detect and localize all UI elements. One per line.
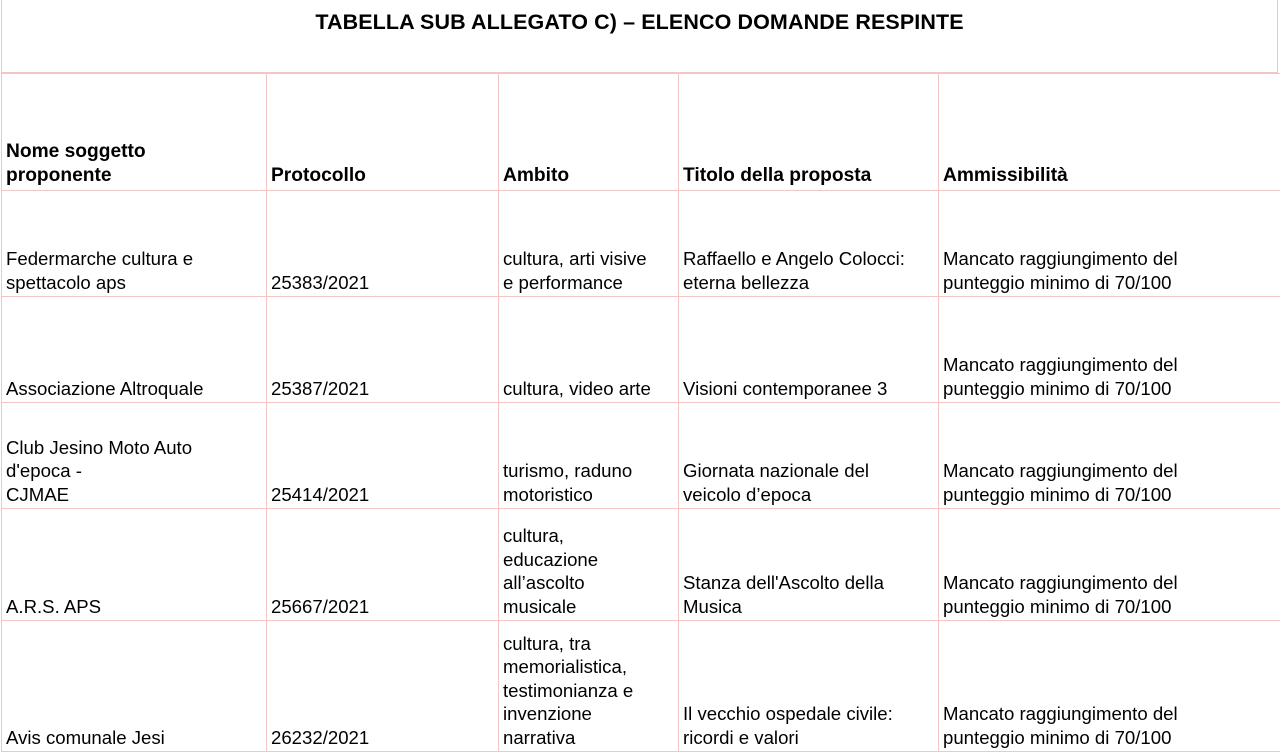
cell-ambito: cultura, tra memorialistica, testimonianza e invenzione narrativa — [499, 621, 679, 752]
cell-nome: Federmarche cultura e spettacolo aps — [2, 191, 267, 297]
cell-titolo: Il vecchio ospedale civile: ricordi e valori — [679, 621, 939, 752]
cell-ammissibilita: Mancato raggiungimento del punteggio minimo di 70/100 — [939, 403, 1280, 509]
header-protocollo: Protocollo — [267, 74, 499, 191]
cell-ammissibilita: Mancato raggiungimento del punteggio minimo di 70/100 — [939, 509, 1280, 621]
cell-ambito: cultura, educazione all’ascolto musicale — [499, 509, 679, 621]
table-row — [2, 403, 1280, 509]
cell-protocollo: 25383/2021 — [267, 191, 499, 297]
rejected-applications-table — [1, 73, 1280, 752]
cell-nome: Avis comunale Jesi — [2, 621, 267, 752]
cell-protocollo: 25667/2021 — [267, 509, 499, 621]
cell-ammissibilita: Mancato raggiungimento del punteggio minimo di 70/100 — [939, 191, 1280, 297]
cell-titolo: Giornata nazionale del veicolo d’epoca — [679, 403, 939, 509]
cell-nome: Associazione Altroquale — [2, 297, 267, 403]
table-row — [2, 191, 1280, 297]
table-row — [2, 509, 1280, 621]
cell-nome: A.R.S. APS — [2, 509, 267, 621]
header-ammissibilita: Ammissibilità — [939, 74, 1280, 191]
cell-ambito: turismo, raduno motoristico — [499, 403, 679, 509]
table-header-row — [2, 74, 1280, 191]
cell-protocollo: 25387/2021 — [267, 297, 499, 403]
cell-titolo: Visioni contemporanee 3 — [679, 297, 939, 403]
cell-protocollo: 26232/2021 — [267, 621, 499, 752]
cell-protocollo: 25414/2021 — [267, 403, 499, 509]
cell-nome: Club Jesino Moto Auto d'epoca - CJMAE — [2, 403, 267, 509]
cell-titolo: Stanza dell'Ascolto della Musica — [679, 509, 939, 621]
cell-titolo: Raffaello e Angelo Colocci: eterna bellezza — [679, 191, 939, 297]
header-ambito: Ambito — [499, 74, 679, 191]
document-sheet — [1, 0, 1279, 751]
header-titolo: Titolo della proposta — [679, 74, 939, 191]
cell-ammissibilita: Mancato raggiungimento del punteggio minimo di 70/100 — [939, 621, 1280, 752]
header-nome: Nome soggetto proponente — [2, 74, 267, 191]
title-row — [1, 0, 1278, 73]
document-title: TABELLA SUB ALLEGATO C) – ELENCO DOMANDE RESPINTE — [315, 10, 964, 34]
cell-ambito: cultura, arti visive e performance — [499, 191, 679, 297]
cell-ambito: cultura, video arte — [499, 297, 679, 403]
cell-ammissibilita: Mancato raggiungimento del punteggio minimo di 70/100 — [939, 297, 1280, 403]
table-row — [2, 297, 1280, 403]
table-row — [2, 621, 1280, 752]
